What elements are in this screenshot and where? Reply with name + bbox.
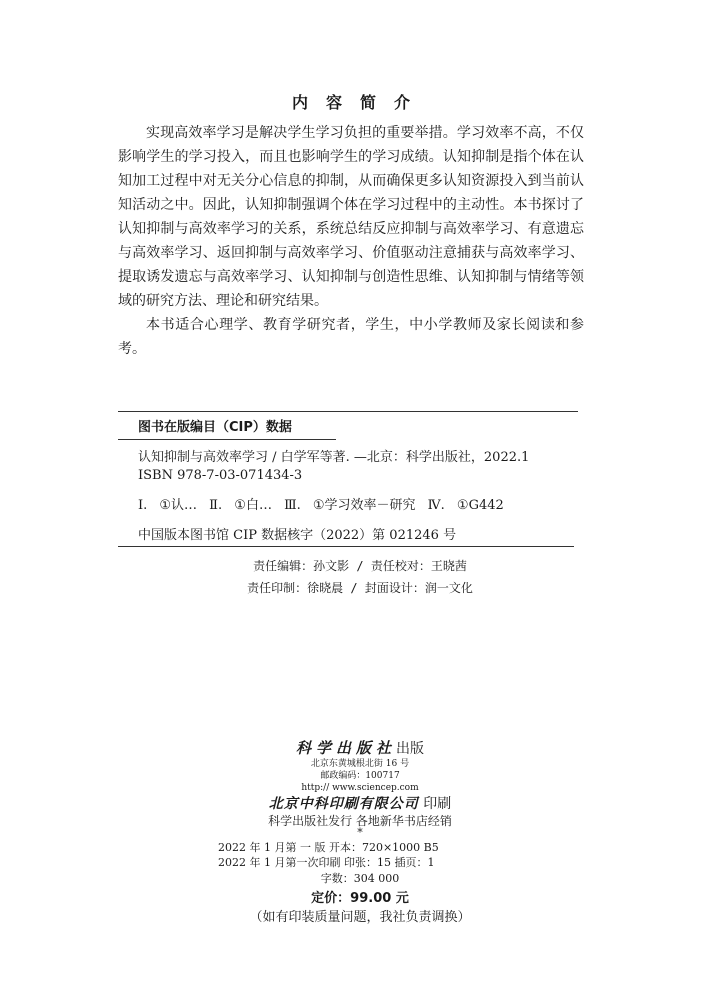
page-title: 内容简介 — [291, 93, 428, 112]
intro-paragraph: 实现高效率学习是解决学生学习负担的重要举措。学习效率不高，不仅影响学生的学习投入，而且也影响学生的学习成绩。认知抑制是指个体在认知加工过程中对无关分心信息的抑制，从而确保更多认知资源投入到当前认知活动之中。因此，认知抑制强调个体在学习过程中的主动性。本书探讨了认知抑制与高效率学习的关系，系统总结反应抑制与高效率学习、有意遗忘与高效率学习、返回抑制与高效率学习、价值驱动注意捕获与高效率学习、提取诱发遗忘与高效率学习、认知抑制与创造性思维、认知抑制与情绪等领域的研究方法、理论和研究结果。 — [118, 125, 584, 309]
printer-name: 北京中科印刷有限公司 — [268, 796, 419, 812]
publisher-name: 科学出版社 — [295, 739, 396, 757]
cip-isbn: ISBN 978-7-03-071434-3 — [138, 468, 303, 483]
production-credits: 责任印制：徐晓晨 / 封面设计：润一文化 — [247, 581, 473, 595]
price: 定价：99.00 元 — [311, 891, 409, 906]
separator-star: * — [357, 826, 363, 839]
publisher-address: 北京东黄城根北街 16 号 — [310, 759, 410, 769]
divider — [118, 546, 574, 547]
quality-notice: （如有印装质量问题，我社负责调换） — [249, 910, 471, 925]
cip-bibliographic-line: 认知抑制与高效率学习 / 白学军等著. —北京：科学出版社，2022.1 — [138, 450, 530, 465]
distribution-line: 科学出版社发行 各地新华书店经销 — [268, 814, 452, 828]
cip-block — [118, 411, 578, 545]
intro-section — [118, 121, 584, 361]
editor-credits: 责任编辑：孙文影 / 责任校对：王晓茜 — [253, 559, 467, 573]
printer-suffix: 印刷 — [423, 796, 452, 812]
cip-verification-number: 中国版本图书馆 CIP 数据核字（2022）第 021246 号 — [138, 528, 457, 543]
publisher-line — [0, 737, 720, 758]
publisher-suffix: 出版 — [396, 741, 424, 757]
publisher-postcode: 邮政编码：100717 — [320, 771, 400, 781]
word-count: 字数：304 000 — [320, 872, 400, 885]
printing-line: 2022 年 1 月第一次印刷 印张：15 插页：1 — [218, 856, 435, 869]
edition-line: 2022 年 1 月第 一 版 开本：720×1000 B5 — [218, 841, 439, 854]
cip-classification: Ⅰ. ①认… Ⅱ. ①白… Ⅲ. ①学习效率－研究 Ⅳ. ①G442 — [138, 498, 504, 513]
printer-line — [0, 793, 720, 813]
publisher-website: http:// www.sciencep.com — [301, 783, 419, 793]
intro-paragraph: 本书适合心理学、教育学研究者，学生，中小学教师及家长阅读和参考。 — [118, 317, 584, 357]
cip-heading: 图书在版编目（CIP）数据 — [118, 412, 336, 440]
